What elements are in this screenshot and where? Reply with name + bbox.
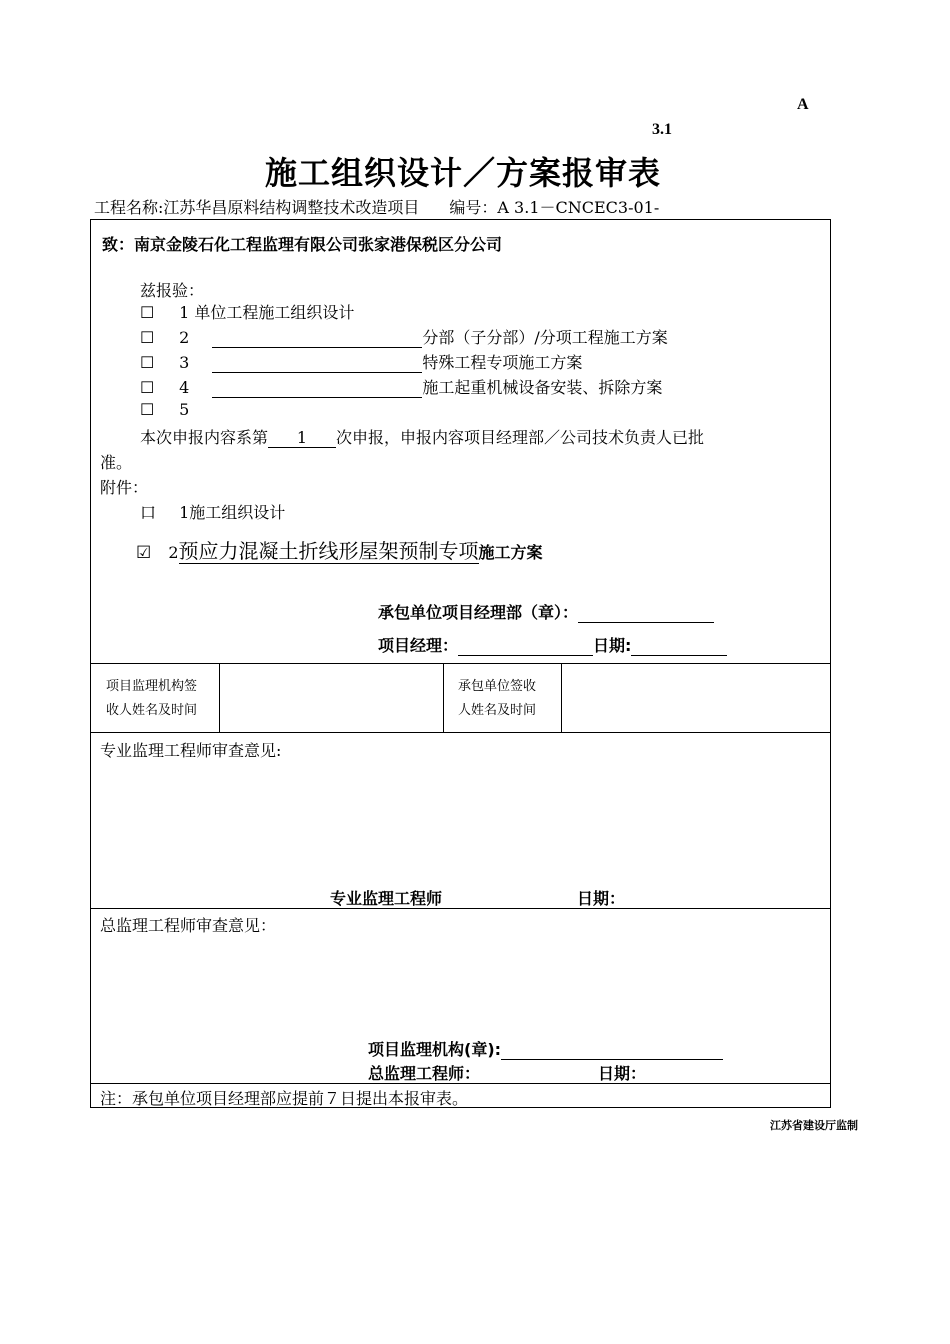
- checkbox-icon[interactable]: ☐: [140, 400, 155, 419]
- chief-blank[interactable]: [480, 1065, 598, 1084]
- list-item: ☐ 3 特殊工程专项施工方案: [140, 353, 583, 372]
- list-item: ☐ 1 单位工程施工组织设计: [140, 303, 355, 322]
- blank-line[interactable]: [212, 329, 422, 348]
- attachments-label: 附件：: [100, 478, 149, 497]
- list-item: ☐ 2 分部（子分部）/分项工程施工方案: [140, 328, 668, 347]
- seal-blank[interactable]: [578, 604, 714, 623]
- supervision-org-line: 项目监理机构(章):: [368, 1037, 723, 1060]
- date-blank[interactable]: [625, 890, 721, 909]
- list-item: ☐ 4 施工起重机械设备安装、拆除方案: [140, 378, 663, 397]
- blank-line[interactable]: [212, 354, 422, 373]
- page-title: 施工组织设计／方案报审表: [265, 154, 662, 192]
- checkbox-icon[interactable]: ☐: [140, 353, 155, 372]
- list-item: ☐ 5: [140, 400, 190, 419]
- item-label: 特殊工程专项施工方案: [422, 353, 583, 372]
- project-name: 工程名称:江苏华昌原料结构调整技术改造项目: [94, 198, 420, 217]
- submission-wrap: 准。: [100, 453, 133, 472]
- specialist-review-label: 专业监理工程师审查意见:: [100, 741, 282, 760]
- checkbox-icon[interactable]: 口: [140, 503, 157, 522]
- checkbox-icon[interactable]: ☐: [140, 303, 155, 322]
- manager-blank[interactable]: [458, 637, 593, 656]
- checkbox-icon[interactable]: ☐: [140, 378, 155, 397]
- date-blank[interactable]: [631, 637, 727, 656]
- item-label: 施工起重机械设备安装、拆除方案: [422, 378, 663, 397]
- checked-checkbox-icon[interactable]: ☑: [136, 543, 152, 563]
- submission-count[interactable]: 1: [268, 428, 336, 448]
- specialist-blank[interactable]: [442, 890, 565, 909]
- row-divider: [90, 732, 831, 733]
- attachment-handwritten: 预应力混凝土折线形屋架预制专项: [178, 539, 479, 563]
- checkbox-icon[interactable]: ☐: [140, 328, 155, 347]
- cell-divider: [219, 663, 220, 732]
- form-code-letter: A: [797, 96, 809, 113]
- contractor-seal-line: 承包单位项目经理部（章）：: [378, 600, 714, 623]
- cell-divider: [443, 663, 444, 732]
- note: 注：承包单位项目经理部应提前７日提出本报审表。: [100, 1089, 469, 1108]
- project-line: [94, 195, 659, 218]
- contractor-receiver-label: 承包单位签收 人姓名及时间: [458, 679, 537, 718]
- serial-number: 编号：A 3.1－CNCEC3-01-: [449, 198, 660, 217]
- specialist-sign-line: 专业监理工程师 日期：: [330, 886, 721, 909]
- addressee: 致：南京金陵石化工程监理有限公司张家港保税区分公司: [102, 235, 503, 254]
- issuer-footer: 江苏省建设厅监制: [770, 1119, 858, 1132]
- submission-line: 本次申报内容系第 1 次申报，申报内容项目经理部／公司技术负责人已批: [140, 428, 705, 447]
- intro-label: 兹报验：: [140, 281, 205, 300]
- form-code-number: 3.1: [652, 121, 672, 138]
- item-label: 分部（子分部）/分项工程施工方案: [422, 328, 668, 347]
- item-label: 单位工程施工组织设计: [194, 303, 355, 322]
- contractor-manager-line: 项目经理： 日期:: [378, 633, 727, 656]
- attachment-item: 口 1施工组织设计: [140, 500, 285, 523]
- chief-review-label: 总监理工程师审查意见：: [100, 916, 277, 935]
- row-divider: [90, 663, 831, 664]
- supervisor-receiver-label: 项目监理机构签 收人姓名及时间: [106, 679, 198, 718]
- chief-sign-line: 总监理工程师： 日期：: [368, 1061, 722, 1084]
- blank-line[interactable]: [212, 379, 422, 398]
- cell-divider: [561, 663, 562, 732]
- org-seal-blank[interactable]: [501, 1041, 723, 1060]
- attachment-item: ☑ 2预应力混凝土折线形屋架预制专项施工方案: [136, 539, 543, 563]
- date-blank[interactable]: [646, 1065, 722, 1084]
